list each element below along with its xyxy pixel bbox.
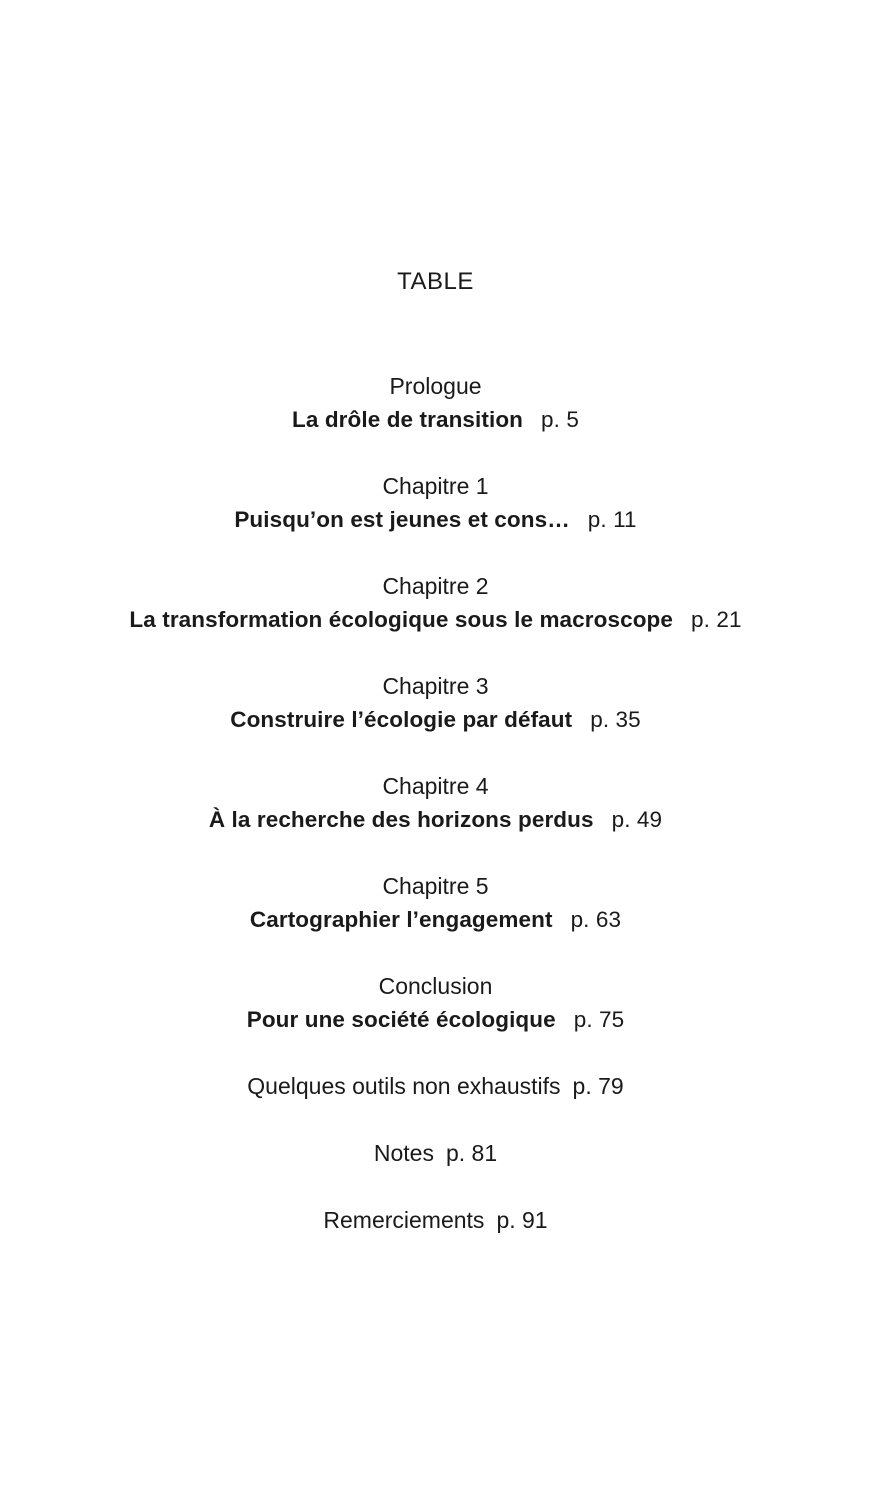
toc-entry-chapitre-1[interactable] — [0, 469, 871, 537]
toc-entry-chapitre-4[interactable] — [0, 769, 871, 837]
page-reference: p. 79 — [572, 1073, 624, 1099]
entry-label: Conclusion — [378, 973, 493, 999]
entry-heading: Remerciements — [323, 1207, 485, 1233]
toc-entry-remerciements[interactable] — [0, 1203, 871, 1237]
entry-label: Prologue — [389, 373, 482, 399]
entry-heading: La drôle de transition p. 5 — [292, 407, 579, 432]
entry-label: Chapitre 1 — [382, 473, 489, 499]
toc-entry-chapitre-3[interactable] — [0, 669, 871, 737]
entry-label: Chapitre 2 — [382, 573, 489, 599]
page-reference: p. 75 — [573, 1007, 625, 1032]
toc-entry-prologue[interactable] — [0, 369, 871, 437]
entry-heading: Puisqu’on est jeunes et cons… p. 11 — [234, 507, 637, 532]
page-reference: p. 21 — [691, 607, 742, 632]
entry-heading: Quelques outils non exhaustifs — [247, 1073, 561, 1099]
page-reference: p. 49 — [611, 807, 663, 832]
page-reference: p. 5 — [541, 407, 579, 432]
toc-entry-conclusion[interactable] — [0, 969, 871, 1037]
entry-heading: Cartographier l’engagement p. 63 — [249, 907, 622, 932]
toc-entry-outils[interactable] — [0, 1069, 871, 1103]
page-reference: p. 35 — [590, 707, 641, 732]
toc-entry-chapitre-5[interactable] — [0, 869, 871, 937]
page-reference: p. 63 — [570, 907, 622, 932]
entry-heading: La transformation écologique sous le macroscope p. 21 — [129, 607, 742, 632]
entry-heading: Construire l’écologie par défaut p. 35 — [230, 707, 641, 732]
entry-label: Chapitre 3 — [382, 673, 489, 699]
page-title: TABLE — [397, 268, 474, 295]
page-reference: p. 11 — [587, 507, 637, 532]
page-reference: p. 91 — [496, 1207, 548, 1233]
toc-entry-chapitre-2[interactable] — [0, 569, 871, 637]
entry-heading: Notes — [373, 1140, 434, 1166]
entry-label: Chapitre 5 — [382, 873, 489, 899]
toc-entry-notes[interactable] — [0, 1136, 871, 1170]
entry-heading: À la recherche des horizons perdus p. 49 — [208, 807, 663, 832]
entry-heading: Pour une société écologique p. 75 — [246, 1007, 625, 1032]
entry-label: Chapitre 4 — [382, 773, 489, 799]
page-reference: p. 81 — [445, 1140, 498, 1166]
